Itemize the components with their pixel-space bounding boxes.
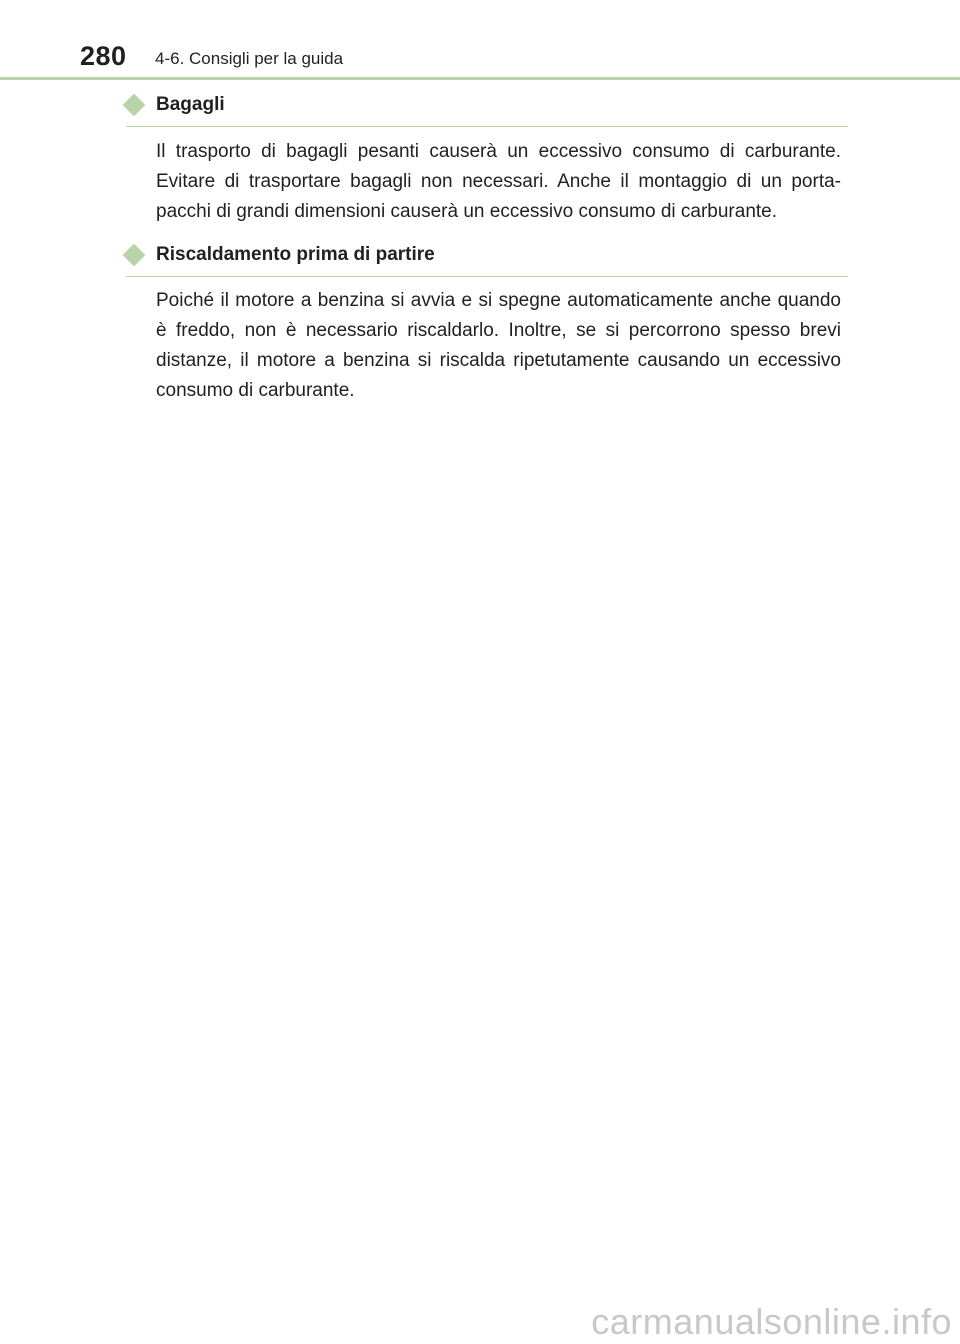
section-heading xyxy=(126,243,848,273)
section-heading-text: Riscaldamento prima di partire xyxy=(156,244,435,265)
heading-divider xyxy=(126,276,848,277)
header-divider xyxy=(0,77,960,80)
diamond-bullet-icon xyxy=(123,244,146,267)
section-heading-text: Bagagli xyxy=(156,94,225,115)
section-title: 4-6. Consigli per la guida xyxy=(155,49,344,68)
section-heading xyxy=(126,93,848,123)
page-header xyxy=(0,0,960,80)
heading-divider xyxy=(126,126,848,127)
diamond-bullet-icon xyxy=(123,94,146,117)
section-body-text: Poiché il motore a benzina si avvia e si spegne automaticamente anche quando è freddo, non è necessario riscaldarlo. Inoltre, se si percorrono spesso brevi distanze, il motore a benzina si riscalda ripetutamente causando un eccessivo consumo di carburante. xyxy=(156,290,841,401)
section-body-text: Il trasporto di bagagli pesanti causerà un eccessivo consumo di carburante. Evitare di trasportare bagagli non necessari. Anche il montaggio di un porta-pacchi di grandi dimensioni causerà un eccessivo consumo di carburante. xyxy=(156,141,841,222)
page-number: 280 xyxy=(80,41,127,71)
watermark-text: carmanualsonline.info xyxy=(591,1301,952,1342)
